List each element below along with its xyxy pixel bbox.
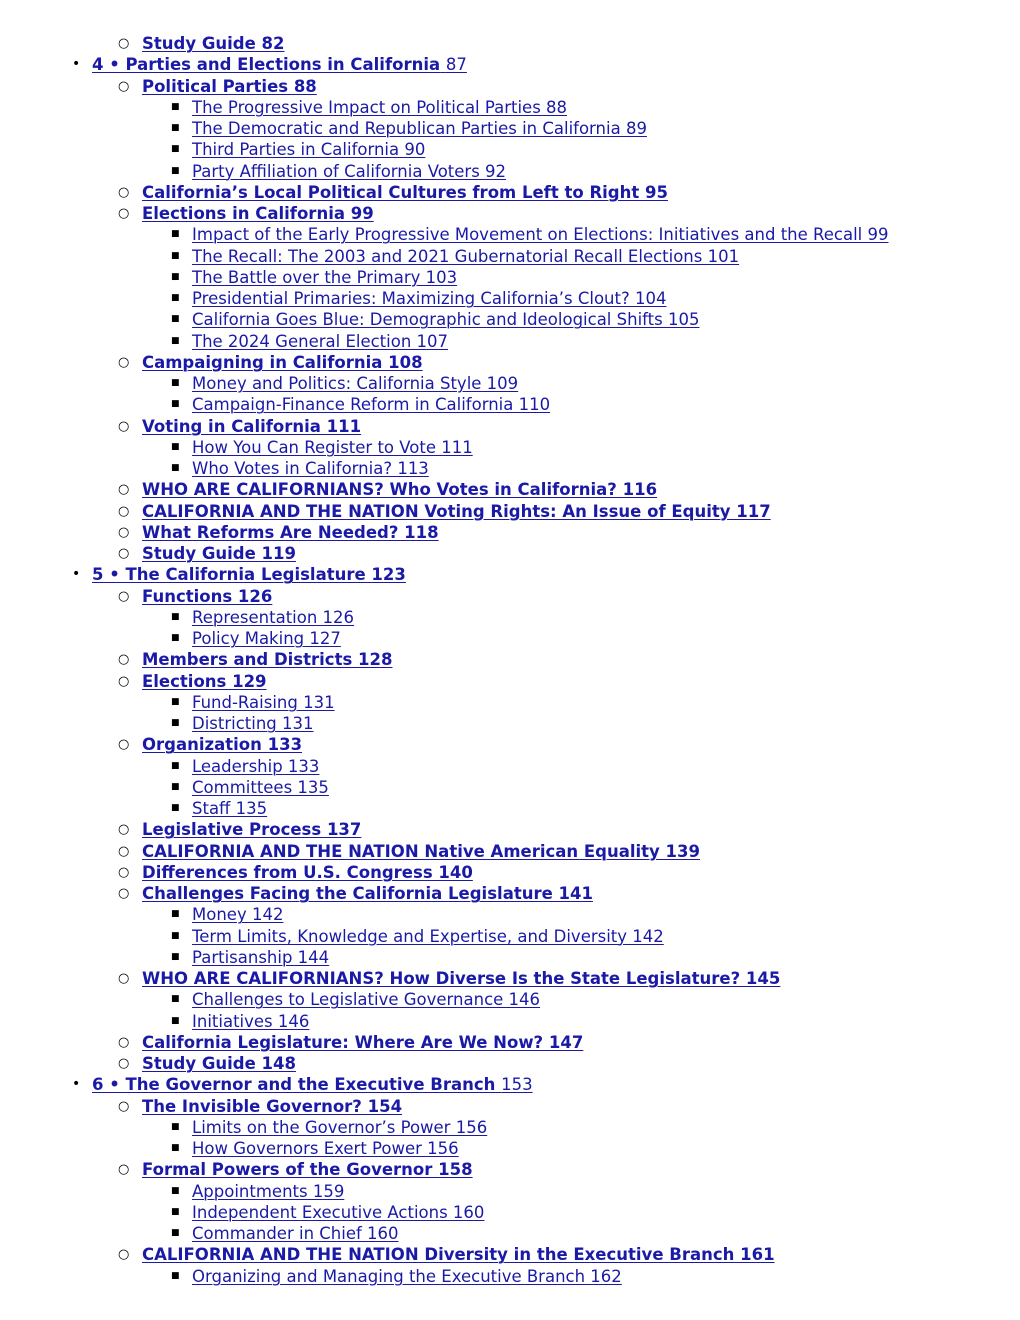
list-bullet-icon: ■: [171, 696, 180, 707]
toc-row-level-2: [0, 543, 1020, 564]
toc-link[interactable]: [142, 586, 272, 607]
toc-row-level-3: [0, 246, 1020, 267]
list-bullet-icon: ■: [171, 718, 180, 728]
toc-row-level-2: [0, 734, 1020, 755]
toc-link[interactable]: [192, 1011, 309, 1032]
toc-link[interactable]: [142, 1244, 775, 1265]
toc-link[interactable]: [142, 1096, 402, 1117]
toc-link-title: CALIFORNIA AND THE NATION Native American Equality 139: [142, 841, 701, 861]
toc-link[interactable]: [142, 968, 780, 989]
toc-row-level-3: [0, 989, 1020, 1010]
toc-link[interactable]: [142, 76, 317, 97]
list-bullet-icon: ○: [118, 524, 130, 540]
toc-row-level-3: [0, 947, 1020, 968]
toc-link-title: Staff 135: [192, 799, 268, 818]
toc-row-level-2: [0, 649, 1020, 670]
toc-link[interactable]: [92, 54, 467, 75]
toc-row-level-2: [0, 182, 1020, 203]
toc-link[interactable]: [192, 118, 647, 139]
toc-link-title: 5 • The California Legislature 123: [92, 565, 406, 585]
toc-link-title: Independent Executive Actions 160: [192, 1202, 485, 1222]
toc-link-title: Limits on the Governor’s Power 156: [192, 1117, 488, 1137]
toc-row-level-3: [0, 1117, 1020, 1138]
toc-row-level-2: [0, 33, 1020, 54]
toc-link-title: Elections in California 99: [142, 204, 374, 223]
toc-row-level-3: [0, 904, 1020, 925]
list-bullet-icon: ■: [171, 399, 180, 410]
toc-link[interactable]: [192, 1202, 484, 1223]
toc-link[interactable]: [142, 1053, 296, 1074]
toc-link-title: Districting 131: [192, 714, 314, 733]
toc-link-title: Party Affiliation of California Voters 92: [192, 161, 507, 181]
toc-link[interactable]: [142, 203, 374, 224]
list-bullet-icon: ○: [118, 673, 130, 689]
toc-row-level-3: [0, 309, 1020, 330]
toc-row-level-2: [0, 968, 1020, 989]
toc-row-level-3: [0, 926, 1020, 947]
toc-row-level-3: [0, 777, 1020, 798]
toc-link[interactable]: [192, 1223, 399, 1244]
list-bullet-icon: ■: [171, 909, 180, 920]
toc-link-title: Impact of the Early Progressive Movement on Elections: Initiatives and the Recall 99: [192, 225, 889, 245]
toc-link-title: Representation 126: [192, 607, 355, 627]
toc-link[interactable]: [142, 883, 593, 904]
toc-link[interactable]: [192, 139, 425, 160]
toc-link-title: 6 • The Governor and the Executive Branch: [92, 1075, 496, 1095]
list-bullet-icon: ○: [118, 652, 130, 668]
list-bullet-icon: ○: [118, 1034, 130, 1050]
toc-link[interactable]: [192, 926, 664, 947]
toc-link[interactable]: [142, 649, 392, 670]
toc-row-level-2: [0, 522, 1020, 543]
toc-row-level-1: [0, 54, 1020, 75]
toc-link-title: Campaign-Finance Reform in California 110: [192, 395, 551, 415]
toc-link-title: Money 142: [192, 905, 284, 925]
toc-row-level-2: [0, 1096, 1020, 1117]
list-bullet-icon: ○: [118, 418, 130, 434]
list-bullet-icon: ■: [171, 441, 180, 452]
toc-link-title: California Goes Blue: Demographic and Ideological Shifts 105: [192, 310, 700, 330]
toc-link-title: California’s Local Political Cultures from Left to Right 95: [142, 182, 668, 202]
toc-link-title: Appointments 159: [192, 1181, 345, 1201]
list-bullet-icon: ○: [118, 546, 130, 561]
list-bullet-icon: ○: [118, 864, 130, 880]
toc-link-title: The Invisible Governor? 154: [142, 1096, 403, 1116]
toc-page-number: 87: [445, 55, 467, 75]
list-bullet-icon: ■: [171, 314, 180, 325]
toc-row-level-3: [0, 267, 1020, 288]
list-bullet-icon: •: [72, 566, 81, 583]
list-bullet-icon: ■: [171, 994, 180, 1005]
list-bullet-icon: ■: [171, 144, 180, 155]
list-bullet-icon: ○: [118, 1247, 130, 1263]
toc-link-title: Who Votes in California? 113: [192, 459, 429, 478]
toc-link[interactable]: [192, 288, 666, 309]
toc-link-title: The Recall: The 2003 and 2021 Gubernatorial Recall Elections 101: [192, 246, 740, 266]
toc-link-title: Third Parties in California 90: [192, 140, 426, 160]
toc-row-level-3: [0, 331, 1020, 352]
toc-link-title: CALIFORNIA AND THE NATION Voting Rights: An Issue of Equity 117: [142, 501, 771, 521]
toc-link-title: 4 • Parties and Elections in California: [92, 55, 441, 75]
toc-link[interactable]: [142, 501, 771, 522]
toc-row-level-3: [0, 373, 1020, 394]
toc-link-title: Leadership 133: [192, 756, 320, 776]
list-bullet-icon: ○: [118, 1098, 130, 1114]
toc-row-level-3: [0, 628, 1020, 649]
list-bullet-icon: ■: [171, 1228, 180, 1238]
toc-row-level-3: [0, 288, 1020, 309]
toc-link-title: The Battle over the Primary 103: [192, 267, 458, 287]
toc-row-level-3: [0, 118, 1020, 139]
toc-link[interactable]: [192, 756, 319, 777]
list-bullet-icon: ■: [171, 1143, 180, 1153]
toc-row-level-3: [0, 607, 1020, 628]
list-bullet-icon: ○: [118, 354, 130, 370]
toc-row-level-2: [0, 841, 1020, 862]
toc-row-level-3: [0, 692, 1020, 713]
toc-link-title: Legislative Process 137: [142, 820, 362, 840]
toc-row-level-3: [0, 1181, 1020, 1202]
toc-row-level-3: [0, 458, 1020, 479]
toc-link[interactable]: [192, 1117, 487, 1138]
toc-link-title: Study Guide 119: [142, 544, 296, 563]
toc-link-title: CALIFORNIA AND THE NATION Diversity in the Executive Branch 161: [142, 1245, 775, 1265]
list-bullet-icon: ○: [118, 588, 130, 604]
toc-link[interactable]: [192, 97, 567, 118]
toc-row-level-3: [0, 1223, 1020, 1244]
list-bullet-icon: ○: [118, 482, 130, 498]
toc-link-title: Study Guide 148: [142, 1054, 296, 1073]
table-of-contents: [0, 33, 1020, 1287]
toc-row-level-3: [0, 756, 1020, 777]
list-bullet-icon: ○: [118, 843, 130, 859]
toc-link-title: Money and Politics: California Style 109: [192, 374, 519, 393]
toc-row-level-3: [0, 713, 1020, 734]
toc-link[interactable]: [142, 1159, 473, 1180]
toc-link[interactable]: [192, 331, 448, 352]
list-bullet-icon: ○: [118, 822, 130, 838]
toc-link-title: Political Parties 88: [142, 76, 317, 96]
toc-link[interactable]: [192, 798, 267, 819]
toc-link-title: Partisanship 144: [192, 947, 330, 967]
toc-link-title: Organizing and Managing the Executive Branch 162: [192, 1266, 622, 1286]
list-bullet-icon: ■: [171, 335, 180, 346]
list-bullet-icon: ○: [118, 737, 130, 753]
toc-row-level-2: [0, 76, 1020, 97]
toc-link-title: Challenges Facing the California Legislature 141: [142, 884, 593, 903]
toc-link-title: Presidential Primaries: Maximizing California’s Clout? 104: [192, 289, 667, 308]
toc-link-title: The Progressive Impact on Political Parties 88: [192, 97, 568, 117]
toc-link-title: The 2024 General Election 107: [192, 331, 449, 351]
list-bullet-icon: ■: [171, 781, 180, 792]
toc-link[interactable]: [192, 437, 473, 458]
toc-link[interactable]: [142, 522, 439, 543]
toc-link[interactable]: [142, 1032, 583, 1053]
list-bullet-icon: ○: [118, 184, 130, 200]
list-bullet-icon: ■: [171, 123, 180, 133]
list-bullet-icon: ■: [171, 165, 180, 176]
toc-link-title: Functions 126: [142, 586, 273, 606]
list-bullet-icon: ■: [171, 633, 180, 643]
list-bullet-icon: ■: [171, 1206, 180, 1217]
toc-link-title: How Governors Exert Power 156: [192, 1139, 459, 1158]
toc-link[interactable]: [192, 224, 889, 245]
toc-row-level-3: [0, 161, 1020, 182]
toc-row-level-3: [0, 97, 1020, 118]
list-bullet-icon: ○: [118, 503, 130, 519]
toc-link[interactable]: [192, 161, 506, 182]
toc-link[interactable]: [192, 394, 550, 415]
toc-row-level-2: [0, 352, 1020, 373]
toc-link[interactable]: [192, 904, 283, 925]
toc-link[interactable]: [192, 309, 699, 330]
list-bullet-icon: ■: [171, 760, 180, 771]
toc-link[interactable]: [192, 989, 540, 1010]
toc-row-level-2: [0, 416, 1020, 437]
list-bullet-icon: ■: [171, 229, 180, 240]
toc-row-level-2: [0, 1159, 1020, 1180]
list-bullet-icon: ■: [171, 271, 180, 282]
toc-row-level-2: [0, 819, 1020, 840]
list-bullet-icon: •: [72, 56, 81, 73]
toc-link-title: WHO ARE CALIFORNIANS? Who Votes in California? 116: [142, 480, 658, 500]
toc-row-level-2: [0, 1244, 1020, 1265]
toc-link[interactable]: [192, 373, 518, 394]
toc-link-title: The Democratic and Republican Parties in California 89: [192, 119, 647, 138]
toc-row-level-1: [0, 1074, 1020, 1095]
list-bullet-icon: ■: [171, 250, 180, 261]
toc-link-title: Challenges to Legislative Governance 146: [192, 990, 541, 1010]
list-bullet-icon: ○: [118, 1056, 130, 1071]
toc-link-title: Initiatives 146: [192, 1011, 310, 1031]
toc-link[interactable]: [142, 841, 700, 862]
toc-link-title: Commander in Chief 160: [192, 1224, 399, 1243]
toc-link[interactable]: [192, 1266, 622, 1287]
toc-link-title: Elections 129: [142, 671, 267, 691]
list-bullet-icon: ■: [171, 930, 180, 941]
list-bullet-icon: ■: [171, 1270, 180, 1281]
toc-link-title: Formal Powers of the Governor 158: [142, 1160, 473, 1180]
list-bullet-icon: ○: [118, 36, 130, 51]
toc-row-level-3: [0, 1202, 1020, 1223]
toc-link-title: Committees 135: [192, 777, 329, 797]
toc-row-level-2: [0, 501, 1020, 522]
toc-link[interactable]: [142, 543, 296, 564]
toc-link[interactable]: [192, 246, 739, 267]
toc-link[interactable]: [192, 1138, 459, 1159]
toc-link[interactable]: [142, 182, 668, 203]
toc-row-level-3: [0, 139, 1020, 160]
toc-row-level-3: [0, 437, 1020, 458]
list-bullet-icon: ○: [118, 78, 130, 94]
toc-link-title: What Reforms Are Needed? 118: [142, 522, 439, 542]
toc-row-level-3: [0, 798, 1020, 819]
toc-row-level-2: [0, 479, 1020, 500]
list-bullet-icon: ■: [171, 951, 180, 962]
toc-row-level-2: [0, 1053, 1020, 1074]
toc-link-title: Study Guide 82: [142, 34, 285, 53]
toc-link[interactable]: [142, 416, 361, 437]
list-bullet-icon: •: [72, 1076, 81, 1093]
toc-link-title: Campaigning in California 108: [142, 352, 423, 372]
toc-row-level-2: [0, 203, 1020, 224]
list-bullet-icon: ■: [171, 293, 180, 303]
list-bullet-icon: ○: [118, 971, 130, 986]
toc-row-level-3: [0, 1011, 1020, 1032]
list-bullet-icon: ○: [118, 886, 130, 901]
list-bullet-icon: ■: [171, 378, 180, 388]
toc-row-level-2: [0, 671, 1020, 692]
toc-link-title: Fund-Raising 131: [192, 692, 335, 712]
toc-link-title: California Legislature: Where Are We Now? 147: [142, 1032, 584, 1052]
toc-row-level-3: [0, 1266, 1020, 1287]
toc-link[interactable]: [142, 862, 473, 883]
toc-link-title: How You Can Register to Vote 111: [192, 437, 473, 457]
toc-link[interactable]: [92, 564, 406, 585]
toc-page-number: 153: [501, 1075, 533, 1095]
list-bullet-icon: ○: [118, 206, 130, 221]
toc-row-level-2: [0, 1032, 1020, 1053]
list-bullet-icon: ■: [171, 463, 180, 473]
toc-link[interactable]: [142, 479, 657, 500]
toc-link[interactable]: [142, 671, 267, 692]
toc-link[interactable]: [142, 819, 361, 840]
toc-row-level-1: [0, 564, 1020, 585]
list-bullet-icon: ○: [118, 1162, 130, 1178]
list-bullet-icon: ■: [171, 1185, 180, 1196]
toc-link[interactable]: [192, 607, 354, 628]
list-bullet-icon: ■: [171, 1015, 180, 1026]
toc-link[interactable]: [192, 692, 335, 713]
toc-link-title: Organization 133: [142, 735, 303, 755]
toc-link-title: Policy Making 127: [192, 629, 341, 648]
toc-row-level-3: [0, 224, 1020, 245]
toc-link[interactable]: [192, 713, 314, 734]
toc-link[interactable]: [92, 1074, 533, 1095]
toc-link[interactable]: [192, 777, 329, 798]
toc-row-level-2: [0, 862, 1020, 883]
toc-link[interactable]: [142, 734, 302, 755]
toc-link-title: Voting in California 111: [142, 416, 362, 436]
toc-link-title: WHO ARE CALIFORNIANS? How Diverse Is the State Legislature? 145: [142, 969, 781, 988]
toc-link[interactable]: [192, 1181, 344, 1202]
toc-link-title: Members and Districts 128: [142, 650, 393, 670]
toc-row-level-2: [0, 883, 1020, 904]
list-bullet-icon: ■: [171, 611, 180, 622]
toc-row-level-2: [0, 586, 1020, 607]
toc-link[interactable]: [192, 458, 429, 479]
toc-link[interactable]: [192, 628, 341, 649]
toc-link[interactable]: [192, 267, 457, 288]
toc-link[interactable]: [192, 947, 329, 968]
toc-link-title: Differences from U.S. Congress 140: [142, 862, 473, 882]
toc-row-level-3: [0, 394, 1020, 415]
toc-link[interactable]: [142, 352, 423, 373]
list-bullet-icon: ■: [171, 1121, 180, 1132]
list-bullet-icon: ■: [171, 101, 180, 112]
toc-link-title: Term Limits, Knowledge and Expertise, and Diversity 142: [192, 926, 664, 946]
toc-row-level-3: [0, 1138, 1020, 1159]
toc-link[interactable]: [142, 33, 284, 54]
list-bullet-icon: ■: [171, 803, 180, 813]
